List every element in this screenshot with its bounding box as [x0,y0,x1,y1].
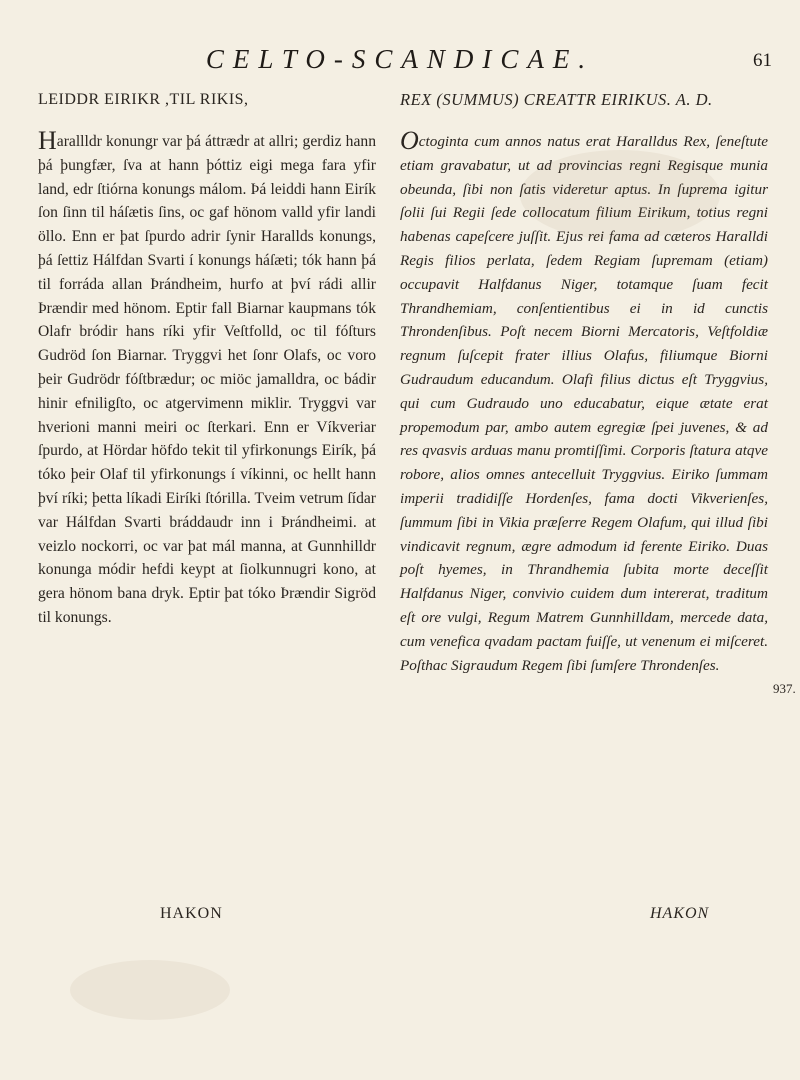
icelandic-text [38,126,376,630]
icelandic-initial: H [38,126,57,155]
catchword-right: HAKON [650,905,710,922]
margin-year-note: 937. [773,681,796,696]
icelandic-column [38,88,376,630]
catchword-left: HAKON [160,905,223,922]
running-head [0,18,800,78]
icelandic-body: arallldr konungr var þá áttrædr at allri; gerdiz hann þá þungfær, ſva at hann þóttiz eigi mega fara yfir land, edr ſtiórna konungs málom. Þá leiddi hann Eirík ſon ſinn til háſætis ſins, oc gaf hönom valld yfir landi öllo. Enn er þat ſpurdo adrir ſynir Harallds konungs, þá ſettiz Hálfdan Svarti í konungs háſæti; tók hann þá til forráda allan Þrándheim, hurfo at því rádi allir Þrændir med hönom. Eptir fall Biarnar kaupmans tók Olafr bródir hans ríki yfir Veſtfolld, oc til fóſturs Gudröd ſon Biarnar. Tryggvi het ſonr Olafs, oc voro þeir Gudrödr fóſtbrædur; oc miöc jamalldra, oc bádir hinir efniligſto, oc atgervimenn miklir. Tryggvi var hverioni manni meiri oc ſterkari. Enn er Víkveriar ſpurdo, at Hördar höfdo tekit til yfirkonungs Eirík, þá tóko þeir Olaf til yfirkonungs í víkinni, oc hellt hann því ríki; þetta líkadi Eiríki ſtórilla. Tveim vetrum ſídar var Hálfdan Svarti bráddaudr inn i Þrándheimi. at veizlo nockorri, oc var þat mál manna, at Gunnhilldr konunga módir hefdi keypt at ſiolkunnugri kono, at gera hönom bana dryk. Eptir þat tóko Þrændir Sigröd til konungs. [38,133,376,626]
running-title: CELTO-SCANDICAE. [205,44,595,74]
latin-heading: REX (SUMMUS) CREATTR EIRIKUS. A. D. [400,90,713,109]
paper-stain [70,960,230,1020]
page-number: 61 [753,50,772,71]
latin-body: ctoginta cum annos natus erat Haralldus Rex, ſeneſtute etiam gravabatur, ut ad provincias regni Regisque munia obeunda, ſibi non ſatis videretur aptus. In ſuprema igitur ſolii ſui Regii ſede collocatum filium Eirikum, totius regni habenas capeſcere juſſit. Ejus rei fama ad cæteros Haralldi Regis filios perlata, ſedem Regiam ſupremam (etiam) occupavit Halfdanus Niger, totamque ſuam fecit Thrandhemiam, conſentientibus ei in id cunctis Throndenſibus. Poſt necem Biorni Mercatoris, Veſtfoldiæ regnum ſuſcepit frater illius Olafus, filiumque Biorni Gudraudum educandum. Olafi filius dictus eſt Tryggvius, qui cum Gudraudo uno educabatur, eique ætate erat propemodum par, ambo autem egregiæ ſpei juvenes, & ad res qvasvis arduas manu promtiſſimi. Corporis ſtatura atqve robore, alios omnes antecelluit Tryggvius. Eiriko ſummam imperii tradidiſſe Hordenſes, fama docti Vikverienſes, ſummum ſibi in Vikia præſerre Regem Olafum, qui illud ſibi vindicavit regnum, ægre admodum id ferente Eiriko. Duas poſt hyemes, in Thrandhemia ſubita morte deceſſit Halfdanus Niger, convivio cuidem dum intererat, traditum eſt ore vulgi, Regum Matrem Gunnhilldam, mercede data, cum venefica qvadam pactam fuiſſe, ut venenum ei miſceret. Poſthac Sigraudum Regem ſibi ſumſere Throndenſes. [400,133,768,674]
latin-initial: O [400,126,419,155]
paper-stain [520,150,720,240]
icelandic-heading: LEIDDR EIRIKR ,TIL RIKIS, [38,91,249,108]
